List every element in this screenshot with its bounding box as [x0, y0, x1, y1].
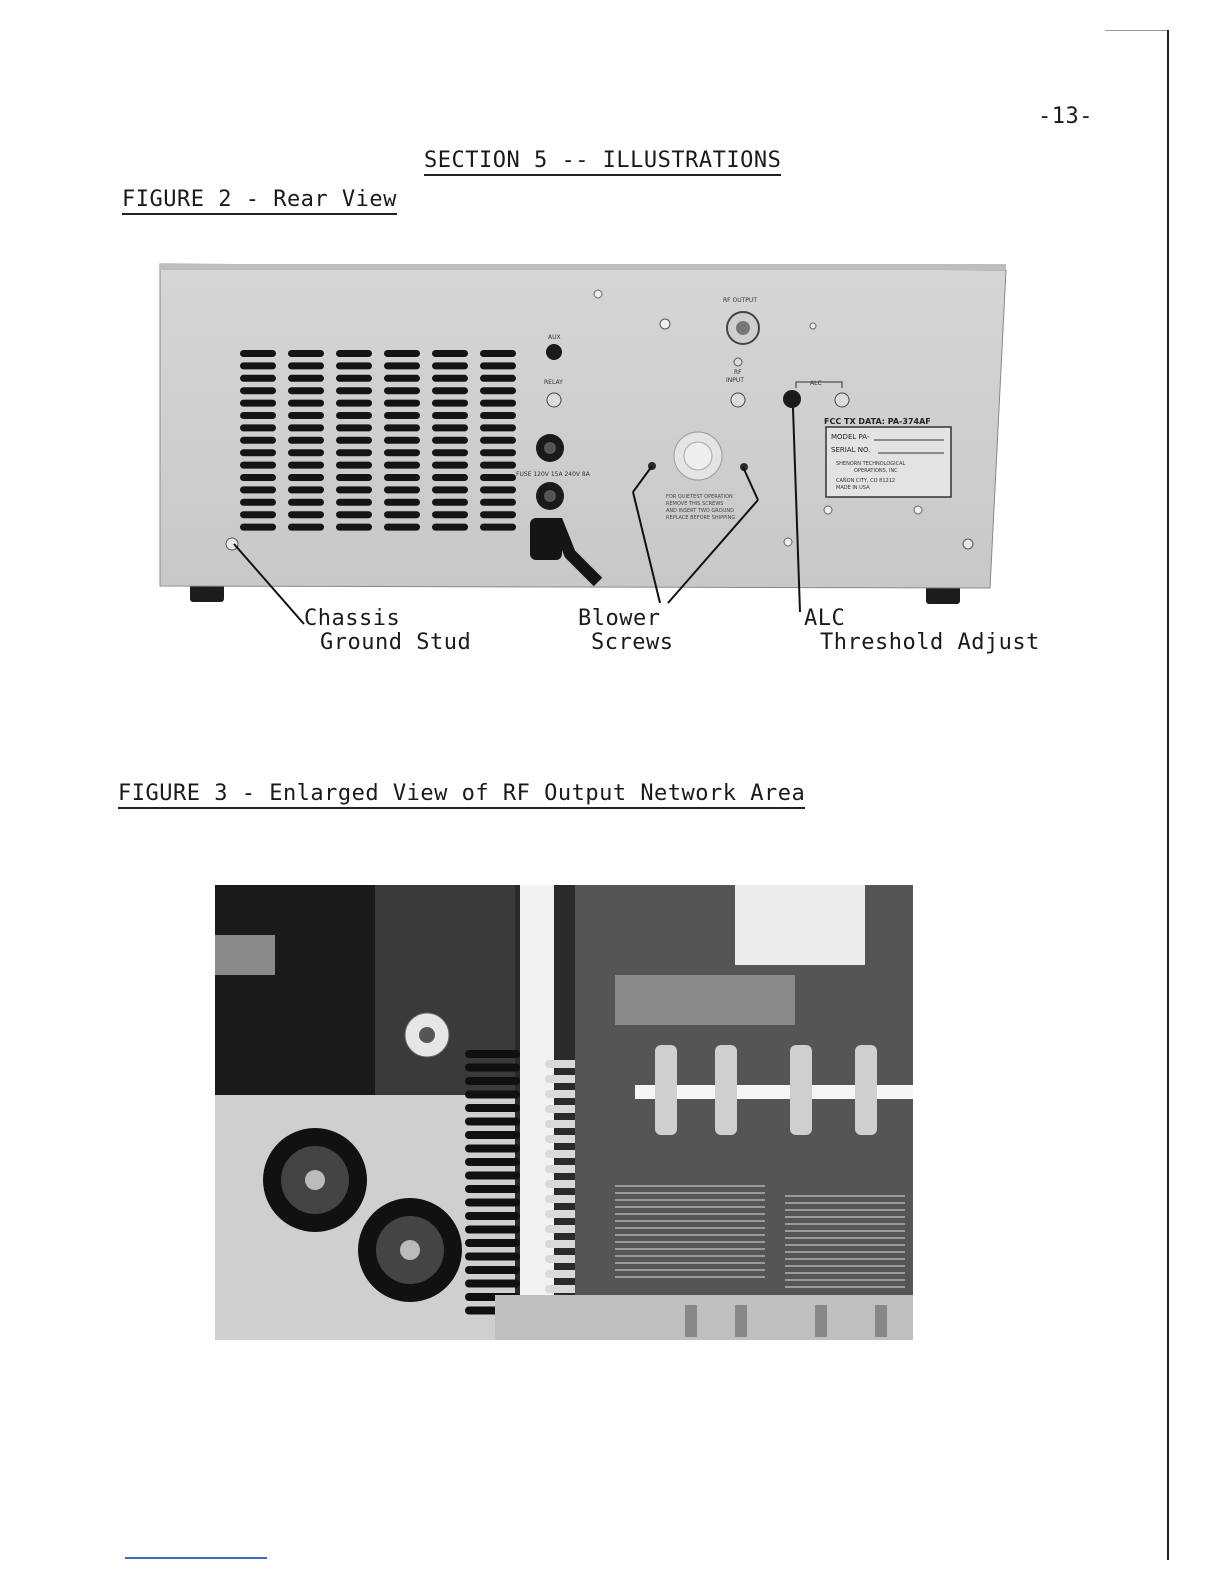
callout-chassis-line2: Ground Stud: [320, 630, 472, 655]
fuse-label: FUSE 120V 15A 240V 8A: [516, 471, 590, 478]
blower-note-2: REMOVE THIS SCREWS: [666, 501, 724, 507]
footer-rule: [125, 1557, 267, 1559]
callout-blower-line2: Screws: [591, 630, 674, 655]
figure3-rf-network-photo: [215, 885, 913, 1340]
fcc-data-label: FCC TX DATA: PA-374AF: [824, 417, 931, 426]
rf-output-label: RF OUTPUT: [723, 297, 757, 304]
page-number: -13-: [1038, 104, 1093, 129]
blower-note-3: AND INSERT TWO GROUND: [666, 508, 734, 514]
alc-panel-label: ALC: [810, 380, 822, 387]
callout-blower-line1: Blower: [578, 606, 661, 631]
maker-line-3: CAÑON CITY, CO 81212: [836, 478, 896, 484]
callout-alc-line1: ALC: [804, 606, 846, 631]
aux-label: AUX: [548, 334, 561, 341]
rf-input-label-2: INPUT: [726, 377, 744, 384]
blower-note-4: REPLACE BEFORE SHIPPING: [666, 515, 736, 521]
figure3-caption: FIGURE 3 - Enlarged View of RF Output Network Area: [118, 781, 805, 809]
model-label: MODEL PA-: [831, 433, 870, 441]
rf-input-label-1: RF: [734, 369, 742, 376]
callout-alc-line2: Threshold Adjust: [820, 630, 1040, 655]
relay-label: RELAY: [544, 379, 563, 386]
maker-line-4: MADE IN USA: [836, 485, 870, 491]
figure2-caption: FIGURE 2 - Rear View: [122, 187, 397, 215]
maker-line-1: SHENORN TECHNOLOGICAL: [836, 461, 906, 467]
serial-label: SERIAL NO.: [831, 446, 871, 454]
maker-line-2: OPERATIONS, INC: [854, 468, 898, 474]
figure2-callout-lines: [0, 0, 1224, 700]
blower-note-1: FOR QUIETEST OPERATION: [666, 494, 733, 500]
callout-chassis-line1: Chassis: [304, 606, 401, 631]
section-title: SECTION 5 -- ILLUSTRATIONS: [424, 148, 781, 176]
